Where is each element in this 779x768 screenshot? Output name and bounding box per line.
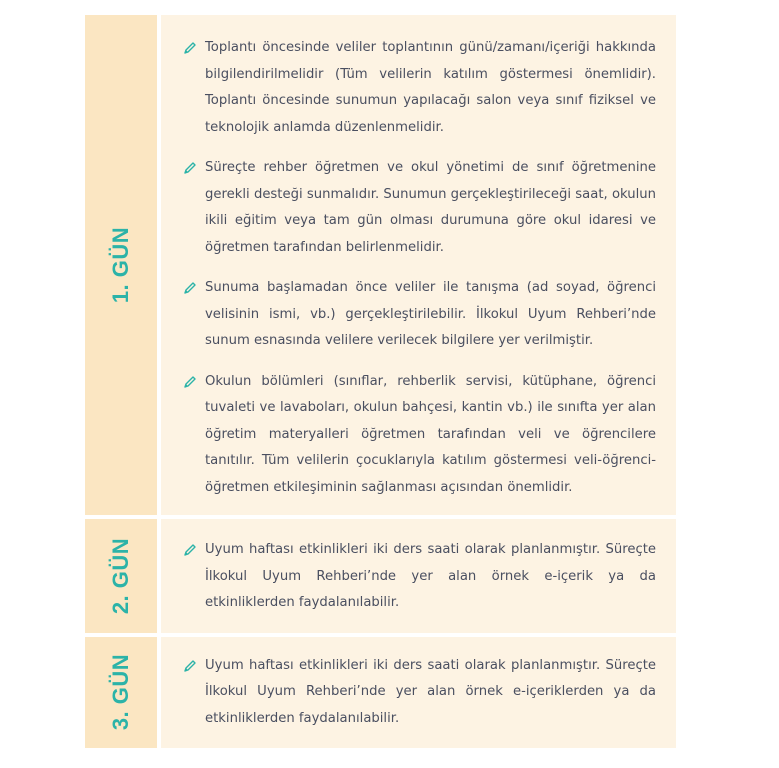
instruction-item <box>183 653 656 733</box>
instruction-text: Süreçte rehber öğretmen ve okul yönetimi de sınıf öğretmenine gerekli desteği sunmalıdır. Sunumun gerçekleştirileceği saat, okulun ikili eğitim veya tam gün olması durumuna göre okul idaresi ve öğretmen tarafından belirlenmelidir. <box>205 160 656 255</box>
day-cell <box>85 519 161 633</box>
day-row-3 <box>85 637 676 749</box>
day-label: 2. GÜN <box>108 537 133 614</box>
instructions-cell <box>161 15 676 515</box>
instruction-item <box>183 155 656 261</box>
instruction-text: Uyum haftası etkinlikleri iki ders saati olarak planlanmıştır. Süreçte İlkokul Uyum Rehberi’nde yer alan örnek e-içeriklerden ya da etkinliklerden faydalanılabilir. <box>205 657 656 726</box>
schedule-table <box>85 15 676 748</box>
pencil-icon <box>183 543 197 557</box>
instruction-item <box>183 537 656 617</box>
pencil-icon <box>183 659 197 673</box>
day-cell <box>85 15 161 515</box>
instruction-item <box>183 369 656 502</box>
instruction-item <box>183 35 656 141</box>
pencil-icon <box>183 281 197 295</box>
instructions-cell <box>161 637 676 749</box>
instruction-text: Okulun bölümleri (sınıflar, rehberlik servisi, kütüphane, öğrenci tuvaleti ve lavaboları, okulun bahçesi, kantin vb.) ile sınıfta yer alan öğretim materyalleri öğretmen tarafından veli ve öğrencilere tanıtılır. Tüm velilerin çocuklarıyla katılım göstermesi veli-öğrenci-öğretmen etkileşiminin sağlanması açısından önemlidir. <box>205 373 656 495</box>
instruction-item <box>183 275 656 355</box>
pencil-icon <box>183 375 197 389</box>
pencil-icon <box>183 41 197 55</box>
day-cell <box>85 637 161 749</box>
day-label: 1. GÜN <box>108 226 133 304</box>
instructions-cell <box>161 519 676 633</box>
pencil-icon <box>183 161 197 175</box>
day-label: 3. GÜN <box>108 654 133 731</box>
instruction-text: Sunuma başlamadan önce veliler ile tanışma (ad soyad, öğrenci velisinin ismi, vb.) gerçekleştirilebilir. İlkokul Uyum Rehberi’nde sunum esnasında velilere verilecek bilgilere yer verilmiştir. <box>205 280 656 348</box>
instruction-text: Uyum haftası etkinlikleri iki ders saati olarak planlanmıştır. Süreçte İlkokul Uyum Rehberi’nde yer alan örnek e-içerik ya da etkinliklerden faydalanılabilir. <box>205 542 656 610</box>
day-row-1 <box>85 15 676 519</box>
day-row-2 <box>85 519 676 637</box>
instruction-text: Toplantı öncesinde veliler toplantının günü/zamanı/içeriği hakkında bilgilendirilmelidir (Tüm velilerin katılım göstermesi önemlidir). Toplantı öncesinde sunumun yapılacağı salon veya sınıf fiziksel ve teknolojik anlamda düzenlenmelidir. <box>205 40 656 135</box>
